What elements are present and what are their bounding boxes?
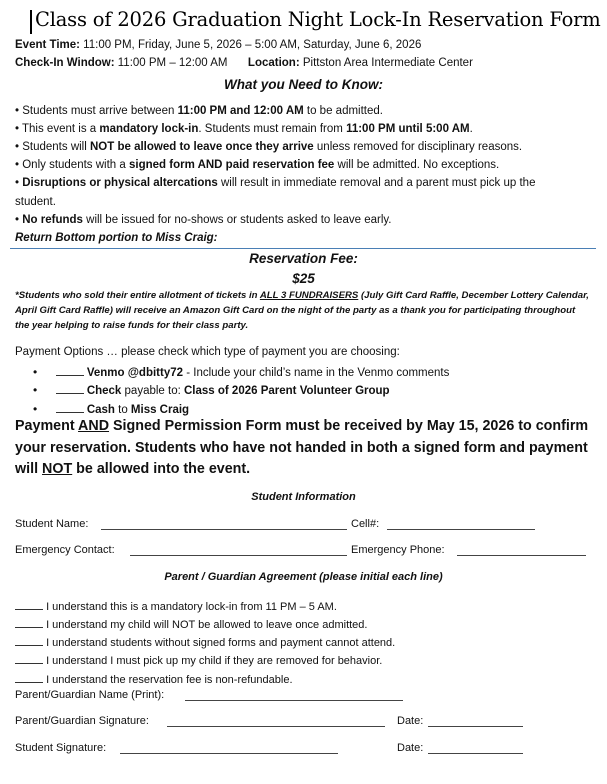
- bullet-icon: •: [15, 105, 23, 117]
- rule-text: unless removed for disciplinary reasons.: [313, 141, 523, 153]
- fee-heading: Reservation Fee:: [249, 251, 358, 266]
- student-date-field[interactable]: [428, 753, 523, 754]
- agreement-item: [15, 652, 382, 667]
- student-info-heading: Student Information: [251, 491, 356, 503]
- student-name-field[interactable]: [101, 529, 347, 530]
- agreement-item: [15, 598, 337, 613]
- option-bold: Class of 2026 Parent Volunteer Group: [184, 385, 390, 397]
- event-time-label: Event Time:: [15, 39, 80, 51]
- option-bold: Miss Craig: [130, 404, 190, 416]
- initial-blank[interactable]: [15, 671, 43, 683]
- rule-bold: signed form AND paid reservation fee: [128, 159, 335, 171]
- bullet-icon: •: [15, 177, 23, 189]
- rule-text: will be issued for no-shows or students asked to leave early.: [82, 214, 392, 226]
- checkbox-blank[interactable]: [56, 401, 84, 413]
- rule-bold: 11:00 PM and 12:00 AM: [177, 105, 304, 117]
- parent-name-label: Parent/Guardian Name (Print):: [15, 689, 165, 701]
- emergency-phone-field[interactable]: [457, 555, 586, 556]
- parent-signature-label: Parent/Guardian Signature:: [15, 715, 149, 727]
- option-bold: Venmo @dbitty72: [86, 367, 184, 379]
- agreement-item: [15, 671, 293, 686]
- cut-divider: [10, 248, 596, 249]
- rule-item: [15, 159, 499, 171]
- student-name-label: Student Name:: [15, 518, 89, 530]
- event-time-value: 11:00 PM, Friday, June 5, 2026 – 5:00 AM, Saturday, June 6, 2026: [79, 39, 422, 51]
- rule-text: .: [469, 123, 473, 135]
- rule-bold: NOT be allowed to leave once they arrive: [90, 141, 314, 153]
- payment-option-check: [33, 382, 390, 397]
- agreement-text: I understand this is a mandatory lock-in from 11 PM – 5 AM.: [46, 601, 337, 613]
- rule-text: Students must arrive between: [22, 105, 178, 117]
- fee-amount: $25: [292, 271, 315, 286]
- rule-text: to be admitted.: [303, 105, 383, 117]
- bullet-icon: •: [33, 365, 38, 379]
- deadline-underlined: NOT: [42, 461, 73, 477]
- student-date-label: Date:: [397, 742, 424, 754]
- rule-text: will be admitted. No exceptions.: [334, 159, 500, 171]
- payment-intro: Payment Options … please check which type of payment you are choosing:: [15, 346, 400, 358]
- deadline-text: Signed Permission Form must be received by May 15, 2026 to confirm your reservation. Students who have not handed in both a signed form and payment will: [15, 418, 589, 477]
- location-label: Location:: [247, 57, 300, 69]
- rule-item: [15, 177, 535, 189]
- emergency-contact-label: Emergency Contact:: [15, 544, 115, 556]
- page-title: Class of 2026 Graduation Night Lock-In Reservation Form: [35, 8, 601, 31]
- rule-item: [15, 123, 473, 135]
- bullet-icon: •: [15, 159, 23, 171]
- agreement-text: I understand my child will NOT be allowed to leave once admitted.: [46, 619, 368, 631]
- student-signature-field[interactable]: [120, 753, 338, 754]
- checkin-value: 11:00 PM – 12:00 AM: [114, 57, 228, 69]
- bullet-icon: •: [15, 214, 23, 226]
- cell-field[interactable]: [387, 529, 535, 530]
- agreement-text: I understand students without signed forms and payment cannot attend.: [46, 637, 396, 649]
- rule-bold: 11:00 PM until 5:00 AM: [346, 123, 470, 135]
- event-time-line: [15, 39, 421, 51]
- checkbox-blank[interactable]: [56, 364, 84, 376]
- parent-signature-field[interactable]: [167, 726, 385, 727]
- rule-bold: Disruptions or physical altercations: [22, 177, 218, 189]
- parent-date-label: Date:: [397, 715, 424, 727]
- agreement-text: I understand I must pick up my child if they are removed for behavior.: [46, 655, 383, 667]
- option-text: to: [114, 404, 131, 416]
- cell-label: Cell#:: [351, 518, 380, 530]
- parent-date-field[interactable]: [428, 726, 523, 727]
- deadline-notice: [15, 416, 595, 481]
- bullet-icon: •: [33, 383, 38, 397]
- option-bold: Check: [86, 385, 122, 397]
- rule-text: This event is a: [22, 123, 100, 135]
- location-value: Pittston Area Intermediate Center: [299, 57, 473, 69]
- bullet-icon: •: [33, 402, 38, 416]
- deadline-underlined: AND: [78, 418, 110, 434]
- bullet-icon: •: [15, 123, 23, 135]
- return-note: Return Bottom portion to Miss Craig:: [15, 232, 218, 244]
- bullet-icon: •: [15, 141, 23, 153]
- payment-option-venmo: [33, 364, 449, 379]
- initial-blank[interactable]: [15, 616, 43, 628]
- emergency-phone-label: Emergency Phone:: [351, 544, 445, 556]
- agreement-item: [15, 616, 367, 631]
- emergency-contact-field[interactable]: [130, 555, 347, 556]
- rule-text: will result in immediate removal and a parent must pick up the: [217, 177, 536, 189]
- option-text: payable to:: [121, 385, 184, 397]
- rule-continuation: student.: [15, 196, 56, 208]
- rule-bold: No refunds: [22, 214, 83, 226]
- initial-blank[interactable]: [15, 598, 43, 610]
- deadline-text: Payment: [15, 418, 79, 434]
- rule-item: [15, 141, 522, 153]
- rule-text: . Students must remain from: [198, 123, 347, 135]
- title-cursor-bar: [30, 10, 32, 34]
- parent-name-field[interactable]: [185, 700, 403, 701]
- agreement-text: I understand the reservation fee is non-refundable.: [46, 674, 293, 686]
- agreement-item: [15, 634, 395, 649]
- checkin-line: [15, 57, 473, 69]
- rule-text: Only students with a: [22, 159, 129, 171]
- rule-item: [15, 214, 391, 226]
- rule-bold: mandatory lock-in: [99, 123, 199, 135]
- checkbox-blank[interactable]: [56, 382, 84, 394]
- know-heading: What you Need to Know:: [224, 77, 383, 92]
- note-text: *Students who sold their entire allotment of tickets in: [15, 290, 260, 301]
- agreement-heading: Parent / Guardian Agreement (please initial each line): [164, 571, 443, 583]
- deadline-text: be allowed into the event.: [72, 461, 251, 477]
- option-text: - Include your child’s name in the Venmo comments: [183, 367, 450, 379]
- note-underlined: ALL 3 FUNDRAISERS: [259, 290, 359, 301]
- initial-blank[interactable]: [15, 634, 43, 646]
- checkin-label: Check-In Window:: [15, 57, 115, 69]
- payment-option-cash: [33, 401, 189, 416]
- rule-text: Students will: [22, 141, 90, 153]
- initial-blank[interactable]: [15, 652, 43, 664]
- option-bold: Cash: [86, 404, 115, 416]
- rule-item: [15, 105, 383, 117]
- note-text: (July Gift Card Raffle, December Lottery Calendar, April Gift Card Raffle) will receive an Amazon Gift Card on the night of the party as a thank you for participating throughout the year helping to raise funds for their class party.: [15, 290, 589, 331]
- student-signature-label: Student Signature:: [15, 742, 107, 754]
- fundraiser-note: [15, 288, 590, 333]
